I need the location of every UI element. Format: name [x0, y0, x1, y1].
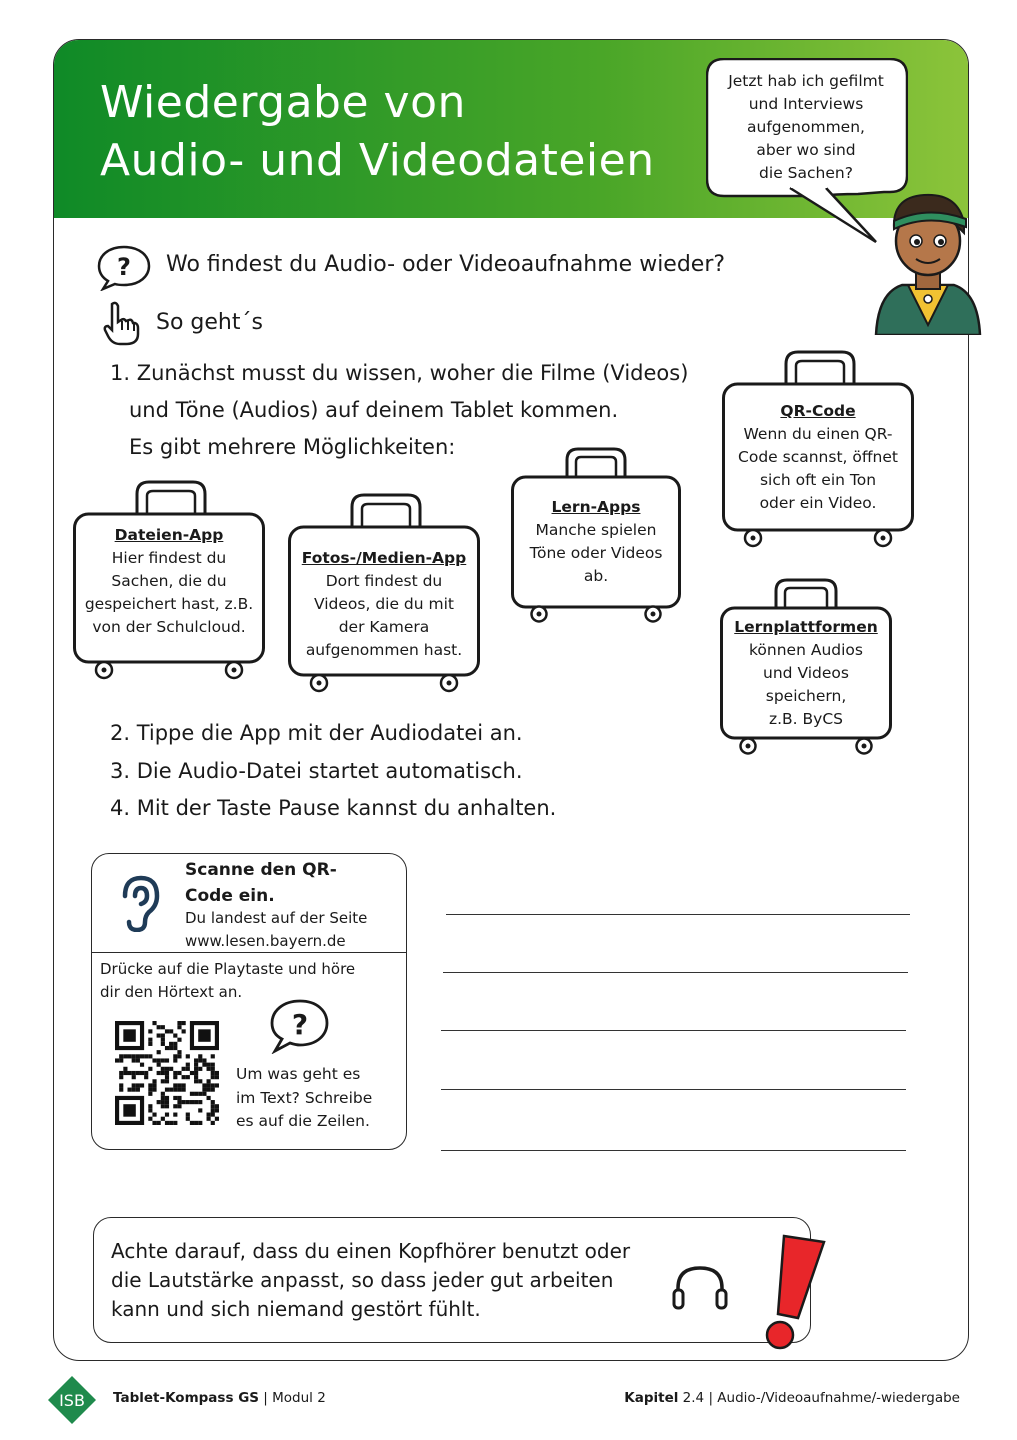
writing-line[interactable]: [441, 1030, 906, 1031]
question-heading: Wo findest du Audio- oder Videoaufnahme wieder?: [166, 252, 726, 277]
qr-play-instruction: Drücke auf die Playtaste und höre dir den Hörtext an.: [100, 960, 356, 1001]
question-bubble-icon: [96, 243, 152, 291]
svg-text:?: ?: [117, 253, 131, 281]
step-2: 2. Tippe die App mit der Audiodatei an.: [110, 721, 523, 745]
pointing-hand-icon: [102, 300, 140, 346]
qr-listening-box: [91, 853, 407, 1150]
step-3: 3. Die Audio-Datei startet automatisch.: [110, 758, 523, 783]
boy-character-illustration: [872, 185, 984, 335]
speech-bubble-text: Jetzt hab ich gefilmt und Interviews aufgenommen, aber wo sind die Sachen?: [728, 72, 884, 182]
writing-line[interactable]: [441, 1150, 906, 1151]
note-text: Achte darauf, dass du einen Kopfhörer benutzt oder die Lautstärke anpasst, so dass jeder gut arbeiten kann und sich niemand gestört fühlt.: [111, 1239, 631, 1321]
footer-module: Tablet-Kompass GS | Modul 2: [113, 1390, 326, 1406]
question-bubble-icon: [266, 998, 330, 1054]
svg-text:?: ?: [291, 1008, 309, 1041]
exclamation-alert-icon: [758, 1232, 830, 1352]
footer-chapter: Kapitel 2.4 | Audio-/Videoaufnahme/-wiedergabe: [624, 1390, 960, 1406]
suitcase-dateien-app: Dateien-App Hier findest du Sachen, die du gespeichert hast, z.B. von der Schulcloud.: [73, 478, 265, 682]
suitcase-lern-apps: Lern-Apps Manche spielen Töne oder Videos ab.: [511, 445, 681, 625]
speech-bubble-tail: [780, 186, 880, 246]
step-1: 1. Zunächst musst du wissen, woher die Filme (Videos) und Töne (Audios) auf deinem Tablet kommen. Es gibt mehrere Möglichkeiten:: [110, 361, 689, 459]
qr-subtext: Du landest auf der Seite www.lesen.bayern.de: [185, 909, 368, 950]
suitcase-qr-code: QR-Code Wenn du einen QR- Code scannst, öffnet sich oft ein Ton oder ein Video.: [722, 348, 914, 548]
svg-text:ISB: ISB: [59, 1391, 85, 1410]
qr-heading: Scanne den QR- Code ein.: [185, 860, 337, 906]
writing-line[interactable]: [441, 1089, 906, 1090]
headphones-icon: [670, 1262, 730, 1312]
steps-list: [110, 715, 556, 828]
ear-icon: [117, 874, 163, 932]
qr-code-image[interactable]: [115, 1021, 219, 1125]
isb-logo: [46, 1374, 98, 1426]
suitcase-lernplattformen: Lernplattformen können Audios und Videos speichern, z.B. ByCS: [720, 576, 892, 756]
qr-box-divider: [92, 952, 406, 953]
step-4: 4. Mit der Taste Pause kannst du anhalten.: [110, 796, 557, 820]
how-to-heading: So geht´s: [156, 310, 263, 335]
page-title: Wiedergabe von Audio- und Videodateien: [100, 77, 655, 186]
qr-write-instruction: Um was geht es im Text? Schreibe es auf die Zeilen.: [236, 1065, 373, 1130]
writing-line[interactable]: [443, 972, 908, 973]
writing-line[interactable]: [446, 914, 910, 915]
suitcase-fotos-medien-app: Fotos-/Medien-App Dort findest du Videos, die du mit der Kamera aufgenommen hast.: [288, 491, 480, 695]
